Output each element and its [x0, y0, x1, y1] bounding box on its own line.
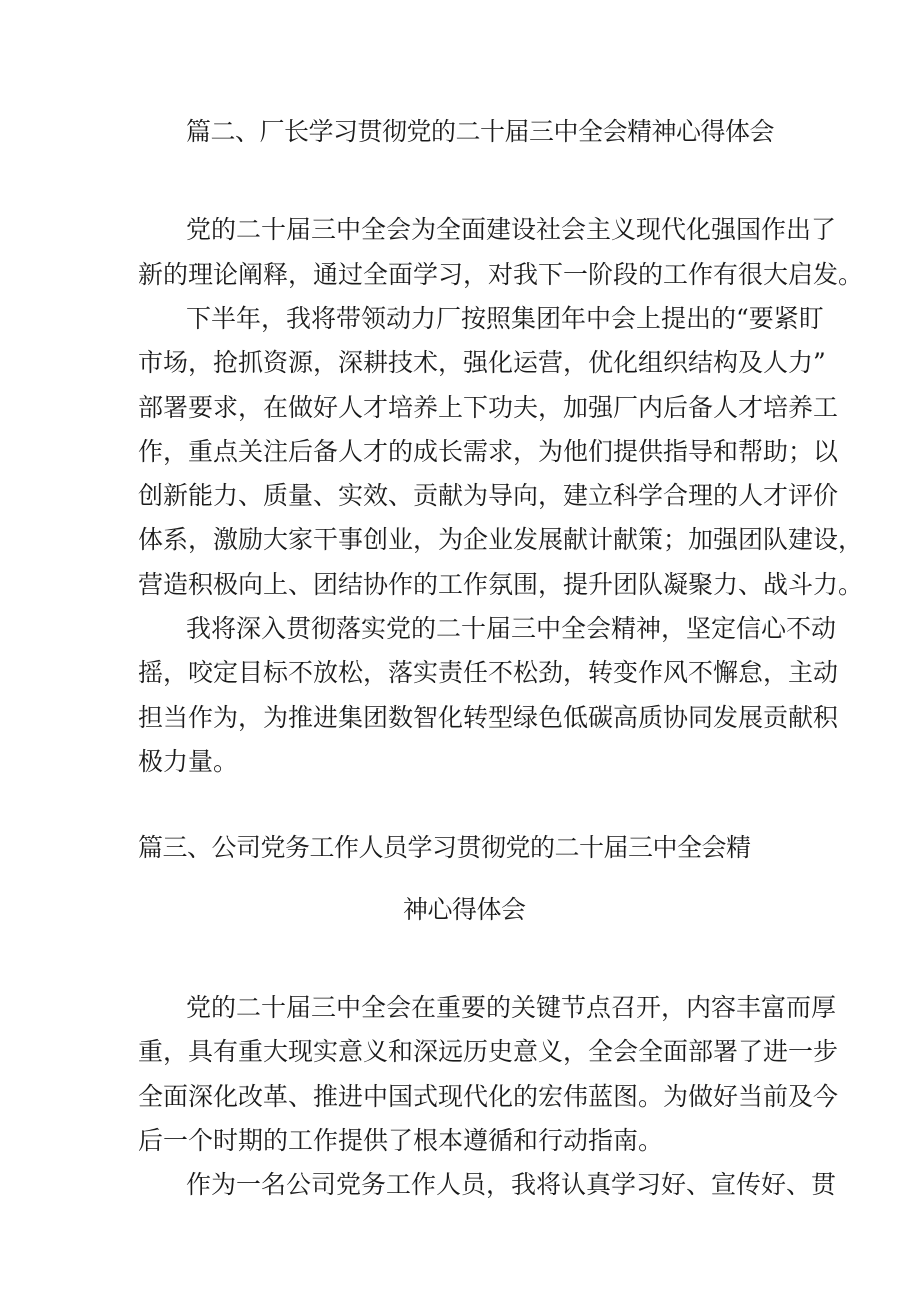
paragraph-line: 体系，激励大家干事创业，为企业发展献计献策；加强团队建设， — [138, 525, 864, 554]
paragraph-line: 下半年，我将带领动力厂按照集团年中会上提出的“要紧盯 — [186, 304, 824, 333]
paragraph-line: 全面深化改革、推进中国式现代化的宏伟蓝图。为做好当前及今 — [138, 1082, 839, 1111]
paragraph-line: 党的二十届三中全会在重要的关键节点召开，内容丰富而厚 — [186, 993, 837, 1022]
section-title: 篇二、厂长学习贯彻党的二十届三中全会精神心得体会 — [186, 117, 775, 146]
paragraph-line: 我将深入贯彻落实党的二十届三中全会精神，坚定信心不动 — [186, 614, 837, 643]
section-title: 篇三、公司党务工作人员学习贯彻党的二十届三中全会精 — [138, 833, 751, 862]
paragraph-line: 部署要求，在做好人才培养上下功夫，加强厂内后备人才培养工 — [138, 393, 839, 422]
paragraph-line: 党的二十届三中全会为全面建设社会主义现代化强国作出了 — [186, 215, 837, 244]
paragraph-line: 重，具有重大现实意义和深远历史意义，全会全面部署了进一步 — [138, 1037, 839, 1066]
paragraph-line: 作为一名公司党务工作人员，我将认真学习好、宣传好、贯 — [186, 1170, 837, 1199]
paragraph-line: 摇，咬定目标不放松，落实责任不松劲，转变作风不懈怠，主动 — [138, 658, 839, 687]
paragraph-line: 后一个时期的工作提供了根本遵循和行动指南。 — [138, 1126, 664, 1155]
paragraph-line: 创新能力、质量、实效、贡献为导向，建立科学合理的人才评价 — [138, 481, 839, 510]
paragraph-line: 担当作为，为推进集团数智化转型绿色低碳高质协同发展贡献积 — [138, 703, 839, 732]
section-title-continued: 神心得体会 — [403, 895, 526, 924]
paragraph-line: 市场，抢抓资源，深耕技术，强化运营，优化组织结构及人力” — [138, 348, 826, 377]
paragraph-line: 极力量。 — [138, 747, 239, 776]
paragraph-line: 营造积极向上、团结协作的工作氛围，提升团队凝聚力、战斗力。 — [138, 570, 864, 599]
paragraph-line: 作，重点关注后备人才的成长需求，为他们提供指导和帮助；以 — [138, 437, 839, 466]
paragraph-line: 新的理论阐释，通过全面学习，对我下一阶段的工作有很大启发。 — [138, 260, 864, 289]
